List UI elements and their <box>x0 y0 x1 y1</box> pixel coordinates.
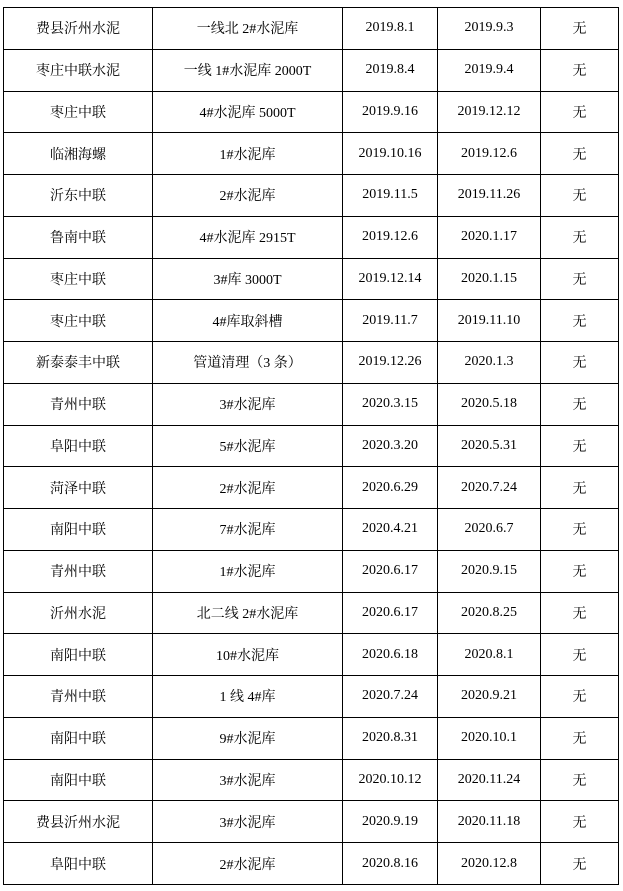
company-cell: 枣庄中联水泥 <box>4 49 153 91</box>
table-row <box>4 843 619 885</box>
company-cell: 青州中联 <box>4 676 153 718</box>
company-cell: 南阳中联 <box>4 717 153 759</box>
table-row <box>4 592 619 634</box>
remark-cell: 无 <box>541 759 619 801</box>
start-date-cell: 2019.11.5 <box>343 175 438 217</box>
remark-cell: 无 <box>541 634 619 676</box>
end-date-cell: 2020.8.25 <box>438 592 541 634</box>
end-date-cell: 2020.10.1 <box>438 717 541 759</box>
end-date-cell: 2019.12.6 <box>438 133 541 175</box>
table-row <box>4 801 619 843</box>
table-row <box>4 759 619 801</box>
company-cell: 南阳中联 <box>4 759 153 801</box>
table-row <box>4 8 619 50</box>
start-date-cell: 2019.10.16 <box>343 133 438 175</box>
project-cell: 1 线 4#库 <box>153 676 343 718</box>
remark-cell: 无 <box>541 175 619 217</box>
start-date-cell: 2019.11.7 <box>343 300 438 342</box>
remark-cell: 无 <box>541 717 619 759</box>
remark-cell: 无 <box>541 425 619 467</box>
start-date-cell: 2020.8.31 <box>343 717 438 759</box>
start-date-cell: 2020.3.20 <box>343 425 438 467</box>
company-cell: 费县沂州水泥 <box>4 8 153 50</box>
end-date-cell: 2019.12.12 <box>438 91 541 133</box>
end-date-cell: 2020.12.8 <box>438 843 541 885</box>
project-cell: 3#水泥库 <box>153 801 343 843</box>
project-cell: 1#水泥库 <box>153 550 343 592</box>
company-cell: 阜阳中联 <box>4 425 153 467</box>
project-cell: 4#库取斜槽 <box>153 300 343 342</box>
project-cell: 2#水泥库 <box>153 843 343 885</box>
start-date-cell: 2019.8.4 <box>343 49 438 91</box>
table-row <box>4 550 619 592</box>
start-date-cell: 2020.3.15 <box>343 383 438 425</box>
table-row <box>4 425 619 467</box>
company-cell: 沂东中联 <box>4 175 153 217</box>
remark-cell: 无 <box>541 509 619 551</box>
company-cell: 阜阳中联 <box>4 843 153 885</box>
end-date-cell: 2020.5.31 <box>438 425 541 467</box>
project-cell: 5#水泥库 <box>153 425 343 467</box>
company-cell: 南阳中联 <box>4 509 153 551</box>
end-date-cell: 2019.11.26 <box>438 175 541 217</box>
table-row <box>4 91 619 133</box>
maintenance-record-table <box>3 7 619 885</box>
end-date-cell: 2020.6.7 <box>438 509 541 551</box>
project-cell: 7#水泥库 <box>153 509 343 551</box>
table-row <box>4 717 619 759</box>
company-cell: 菏泽中联 <box>4 467 153 509</box>
project-cell: 一线北 2#水泥库 <box>153 8 343 50</box>
table-row <box>4 49 619 91</box>
start-date-cell: 2019.12.14 <box>343 258 438 300</box>
end-date-cell: 2020.1.17 <box>438 216 541 258</box>
project-cell: 10#水泥库 <box>153 634 343 676</box>
table-row <box>4 509 619 551</box>
end-date-cell: 2020.11.18 <box>438 801 541 843</box>
remark-cell: 无 <box>541 49 619 91</box>
start-date-cell: 2020.10.12 <box>343 759 438 801</box>
company-cell: 青州中联 <box>4 550 153 592</box>
start-date-cell: 2019.12.6 <box>343 216 438 258</box>
project-cell: 1#水泥库 <box>153 133 343 175</box>
project-cell: 2#水泥库 <box>153 175 343 217</box>
start-date-cell: 2019.9.16 <box>343 91 438 133</box>
end-date-cell: 2020.1.3 <box>438 342 541 384</box>
table-row <box>4 467 619 509</box>
end-date-cell: 2020.11.24 <box>438 759 541 801</box>
start-date-cell: 2020.6.29 <box>343 467 438 509</box>
end-date-cell: 2020.9.21 <box>438 676 541 718</box>
table-row <box>4 342 619 384</box>
remark-cell: 无 <box>541 801 619 843</box>
company-cell: 沂州水泥 <box>4 592 153 634</box>
company-cell: 枣庄中联 <box>4 91 153 133</box>
project-cell: 3#库 3000T <box>153 258 343 300</box>
remark-cell: 无 <box>541 843 619 885</box>
project-cell: 一线 1#水泥库 2000T <box>153 49 343 91</box>
project-cell: 3#水泥库 <box>153 383 343 425</box>
company-cell: 新泰泰丰中联 <box>4 342 153 384</box>
company-cell: 枣庄中联 <box>4 258 153 300</box>
company-cell: 南阳中联 <box>4 634 153 676</box>
project-cell: 4#水泥库 5000T <box>153 91 343 133</box>
company-cell: 鲁南中联 <box>4 216 153 258</box>
start-date-cell: 2020.7.24 <box>343 676 438 718</box>
company-cell: 青州中联 <box>4 383 153 425</box>
project-cell: 管道清理（3 条） <box>153 342 343 384</box>
remark-cell: 无 <box>541 550 619 592</box>
table-body <box>4 8 619 885</box>
table-row <box>4 133 619 175</box>
remark-cell: 无 <box>541 8 619 50</box>
project-cell: 9#水泥库 <box>153 717 343 759</box>
remark-cell: 无 <box>541 91 619 133</box>
remark-cell: 无 <box>541 258 619 300</box>
table-row <box>4 300 619 342</box>
start-date-cell: 2020.8.16 <box>343 843 438 885</box>
remark-cell: 无 <box>541 300 619 342</box>
table-row <box>4 383 619 425</box>
remark-cell: 无 <box>541 592 619 634</box>
project-cell: 4#水泥库 2915T <box>153 216 343 258</box>
start-date-cell: 2019.12.26 <box>343 342 438 384</box>
start-date-cell: 2020.6.18 <box>343 634 438 676</box>
end-date-cell: 2020.8.1 <box>438 634 541 676</box>
remark-cell: 无 <box>541 133 619 175</box>
start-date-cell: 2020.4.21 <box>343 509 438 551</box>
end-date-cell: 2020.5.18 <box>438 383 541 425</box>
project-cell: 3#水泥库 <box>153 759 343 801</box>
start-date-cell: 2019.8.1 <box>343 8 438 50</box>
table-row <box>4 676 619 718</box>
start-date-cell: 2020.6.17 <box>343 550 438 592</box>
start-date-cell: 2020.9.19 <box>343 801 438 843</box>
project-cell: 2#水泥库 <box>153 467 343 509</box>
end-date-cell: 2020.7.24 <box>438 467 541 509</box>
remark-cell: 无 <box>541 467 619 509</box>
end-date-cell: 2019.9.3 <box>438 8 541 50</box>
company-cell: 费县沂州水泥 <box>4 801 153 843</box>
start-date-cell: 2020.6.17 <box>343 592 438 634</box>
remark-cell: 无 <box>541 342 619 384</box>
remark-cell: 无 <box>541 216 619 258</box>
end-date-cell: 2019.11.10 <box>438 300 541 342</box>
table-row <box>4 258 619 300</box>
table-row <box>4 634 619 676</box>
remark-cell: 无 <box>541 676 619 718</box>
table-row <box>4 175 619 217</box>
company-cell: 临湘海螺 <box>4 133 153 175</box>
end-date-cell: 2020.9.15 <box>438 550 541 592</box>
project-cell: 北二线 2#水泥库 <box>153 592 343 634</box>
end-date-cell: 2019.9.4 <box>438 49 541 91</box>
company-cell: 枣庄中联 <box>4 300 153 342</box>
end-date-cell: 2020.1.15 <box>438 258 541 300</box>
table-row <box>4 216 619 258</box>
remark-cell: 无 <box>541 383 619 425</box>
